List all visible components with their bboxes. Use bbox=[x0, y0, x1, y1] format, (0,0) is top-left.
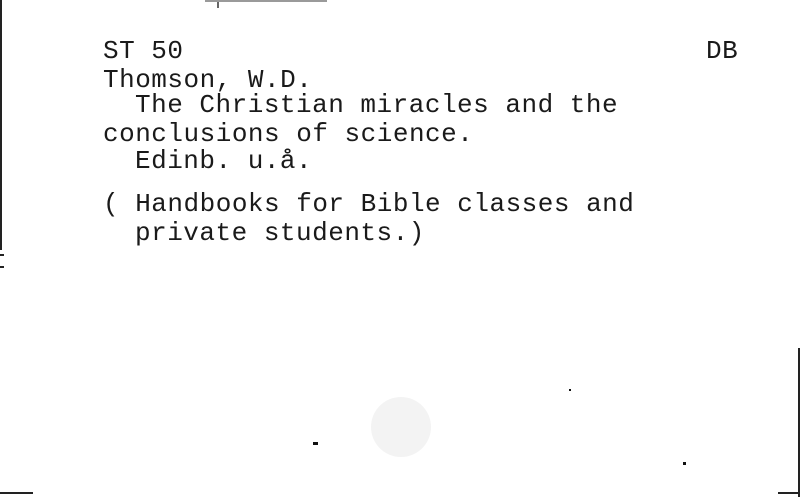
series-note-line-1: ( Handbooks for Bible classes and bbox=[103, 189, 635, 219]
ink-speck bbox=[569, 389, 571, 391]
scan-edge-tick bbox=[217, 2, 219, 8]
imprint: Edinb. u.å. bbox=[135, 146, 313, 176]
scan-edge-mark bbox=[0, 254, 4, 256]
author-heading: Thomson, W.D. bbox=[103, 65, 313, 95]
scan-edge-left bbox=[0, 0, 2, 250]
call-number: ST 50 bbox=[103, 36, 184, 66]
ink-speck bbox=[683, 462, 686, 465]
scan-edge-top bbox=[205, 0, 327, 2]
location-code: DB bbox=[706, 36, 739, 66]
title-line-1: The Christian miracles and the bbox=[135, 90, 619, 120]
scan-edge-bottom-right bbox=[778, 492, 800, 494]
paper-smudge bbox=[371, 397, 431, 457]
series-note-line-2: private students.) bbox=[135, 218, 425, 248]
ink-speck bbox=[313, 442, 318, 445]
scan-edge-bottom-left bbox=[0, 492, 33, 494]
title-line-2: conclusions of science. bbox=[103, 119, 474, 149]
scan-edge-mark bbox=[0, 266, 4, 268]
